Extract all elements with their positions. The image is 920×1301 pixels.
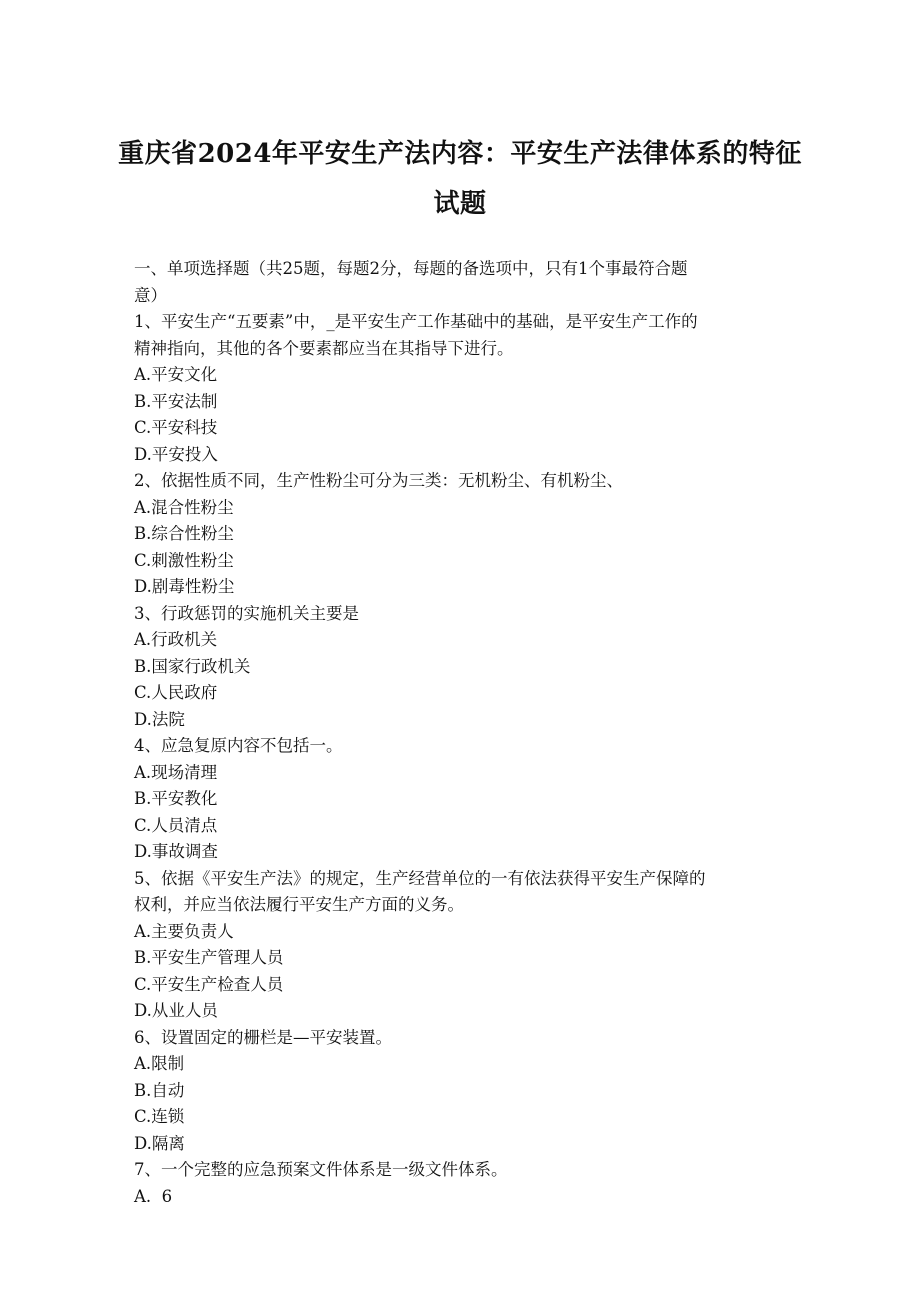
question-3-option-c: C.人民政府 — [134, 683, 218, 702]
section-heading-continued: 意） — [134, 285, 167, 305]
question-7-stem: 7、一个完整的应急预案文件体系是一级文件体系。 — [134, 1160, 508, 1179]
question-1-option-b: B.平安法制 — [134, 391, 218, 411]
question-2-option-b: B.综合性粉尘 — [134, 524, 234, 543]
question-4-option-d: D.事故调查 — [134, 842, 218, 861]
question-6-option-b: B.自动 — [134, 1080, 185, 1100]
question-2-stem: 2、依据性质不同，生产性粉尘可分为三类：无机粉尘、有机粉尘、 — [134, 471, 623, 490]
question-1-option-c: C.平安科技 — [134, 418, 218, 437]
question-5-stem-continued: 权利，并应当依法履行平安生产方面的义务。 — [134, 895, 464, 914]
question-4-option-b: B.平安教化 — [134, 789, 218, 808]
question-5-option-a: A.主要负责人 — [134, 921, 234, 941]
question-2-option-a: A.混合性粉尘 — [134, 497, 234, 517]
question-3-stem: 3、行政惩罚的实施机关主要是 — [134, 603, 359, 623]
question-5-stem: 5、依据《平安生产法》的规定，生产经营单位的一有依法获得平安生产保障的 — [134, 868, 706, 888]
question-1-option-a: A.平安文化 — [134, 365, 218, 384]
question-5-option-b: B.平安生产管理人员 — [134, 948, 284, 967]
question-6-stem: 6、设置固定的栅栏是—平安装置。 — [134, 1027, 392, 1047]
question-3-option-b: B.国家行政机关 — [134, 656, 251, 676]
question-6-option-d: D.隔离 — [134, 1133, 185, 1153]
document-title: 重庆省2024年平安生产法内容：平安生产法律体系的特征 — [118, 139, 802, 169]
question-6-option-c: C.连锁 — [134, 1107, 185, 1126]
question-2-option-c: C.刺激性粉尘 — [134, 550, 234, 570]
question-4-option-a: A.现场清理 — [134, 762, 218, 782]
document-title-continued: 试题 — [433, 189, 487, 219]
question-1-stem-continued: 精神指向，其他的各个要素都应当在其指导下进行。 — [134, 338, 514, 358]
question-1-stem: 1、平安生产“五要素”中，_是平安生产工作基础中的基础，是平安生产工作的 — [134, 312, 698, 331]
question-6-option-a: A.限制 — [134, 1054, 185, 1073]
question-4-option-c: C.人员清点 — [134, 815, 218, 835]
question-3-option-a: A.行政机关 — [134, 630, 218, 649]
section-heading: 一、单项选择题（共25题，每题2分，每题的备选项中，只有1个事最符合题 — [134, 259, 688, 278]
question-2-option-d: D.剧毒性粉尘 — [134, 577, 235, 596]
question-5-option-c: C.平安生产检查人员 — [134, 974, 284, 994]
question-1-option-d: D.平安投入 — [134, 444, 218, 464]
document-body — [134, 256, 794, 1210]
question-3-option-d: D.法院 — [134, 709, 185, 729]
question-5-option-d: D.从业人员 — [134, 1001, 218, 1020]
question-4-stem: 4、应急复原内容不包括一。 — [134, 736, 343, 755]
question-7-option-a: A. 6 — [134, 1186, 173, 1206]
